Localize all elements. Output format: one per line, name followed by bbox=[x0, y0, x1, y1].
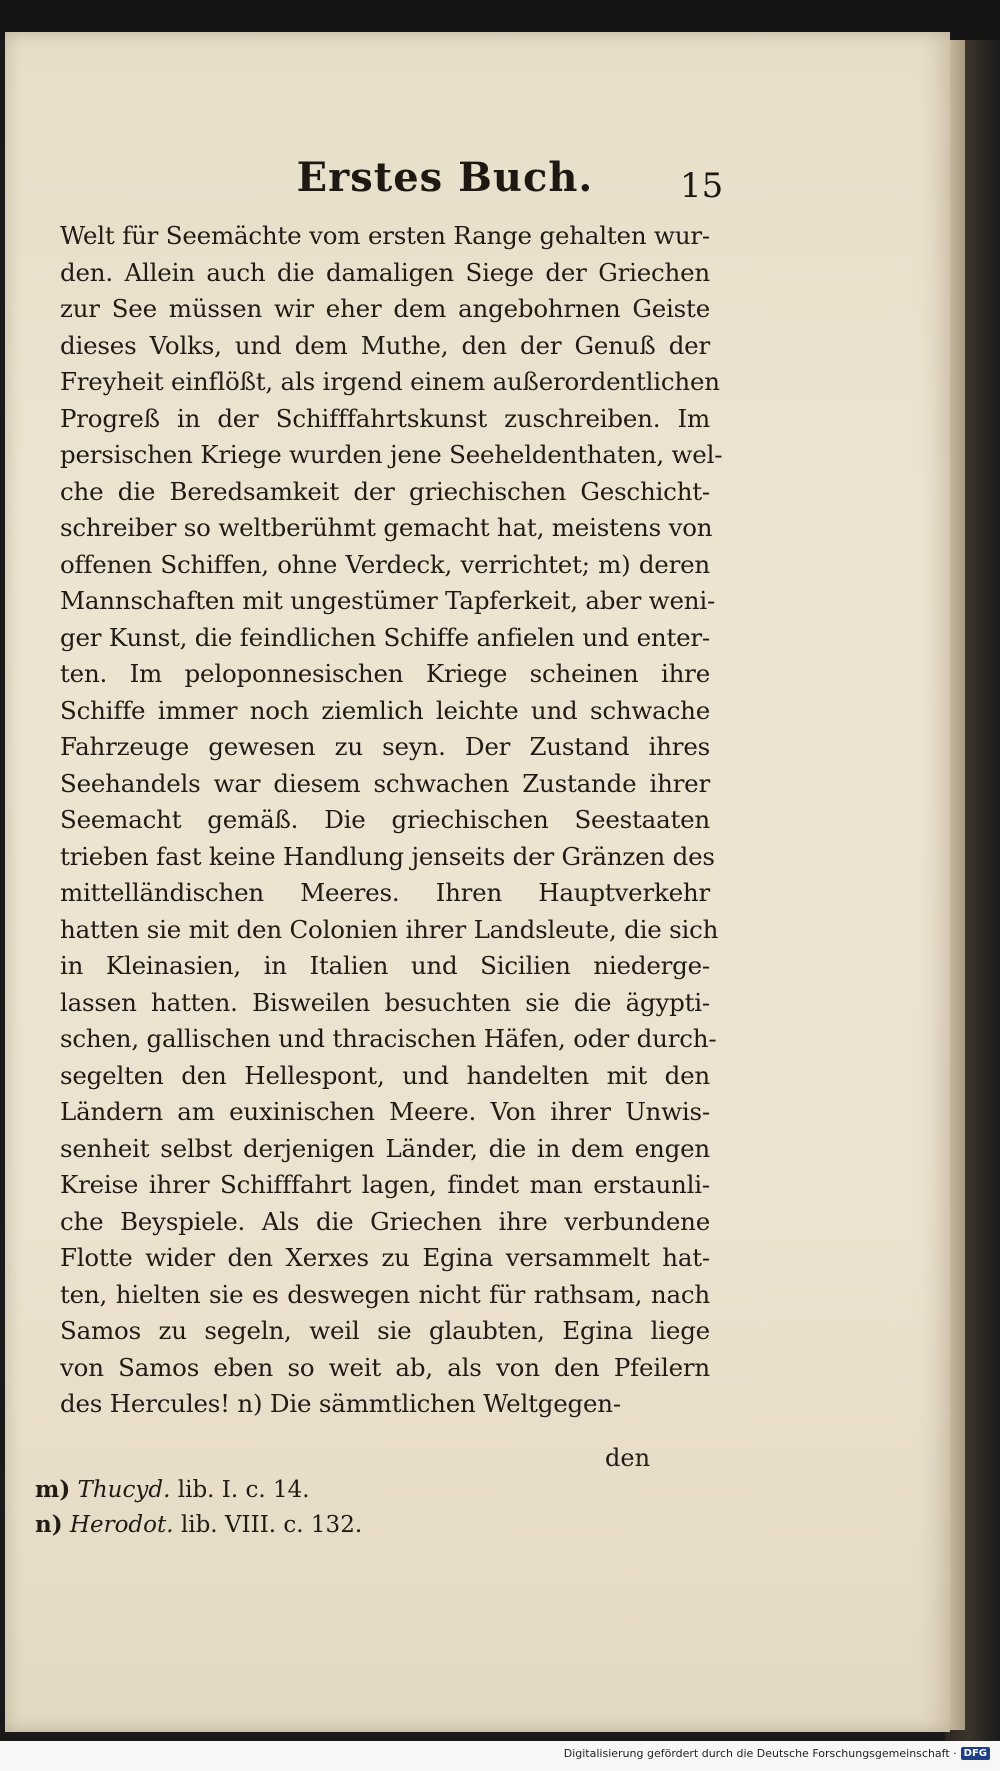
text-line: persischen Kriege wurden jene Seeheldenthaten, wel- bbox=[60, 440, 723, 469]
text-line: che Beyspiele. Als die Griechen ihre verbundene bbox=[60, 1206, 710, 1236]
text-line: den. Allein auch die damaligen Siege der Griechen bbox=[60, 257, 710, 287]
text-line: senheit selbst derjenigen Länder, die in dem engen bbox=[60, 1133, 710, 1163]
text-line: Seemacht gemäß. Die griechischen Seestaaten bbox=[60, 805, 710, 834]
text-line: Kreise ihrer Schifffahrt lagen, findet man erstaunli- bbox=[60, 1170, 710, 1199]
text-line: Samos zu segeln, weil sie glaubten, Egina liege bbox=[60, 1316, 710, 1345]
running-head: Erstes Buch. bbox=[296, 154, 594, 201]
text-line: segelten den Hellespont, und handelten mit den bbox=[60, 1060, 710, 1090]
footnote-reference: lib. VIII. c. 132. bbox=[180, 1512, 363, 1538]
footnote-reference: lib. I. c. 14. bbox=[177, 1477, 310, 1503]
text-line: Fahrzeuge gewesen zu seyn. Der Zustand ihres bbox=[60, 732, 710, 761]
text-line: Progreß in der Schifffahrtskunst zuschreiben. Im bbox=[60, 403, 710, 433]
body-text bbox=[60, 218, 723, 1423]
page-number: 15 bbox=[680, 166, 724, 206]
catchword: den bbox=[605, 1444, 651, 1472]
text-line: Seehandels war diesem schwachen Zustande ihrer bbox=[60, 768, 710, 798]
text-line: Freyheit einflößt, als irgend einem außerordentlichen bbox=[60, 367, 720, 396]
text-line: Mannschaften mit ungestümer Tapferkeit, aber weni- bbox=[60, 586, 716, 615]
text-line: in Kleinasien, in Italien und Sicilien niederge- bbox=[60, 951, 710, 980]
text-line: schen, gallischen und thracischen Häfen, oder durch- bbox=[60, 1024, 717, 1053]
footnote bbox=[35, 1507, 635, 1542]
text-line: mittelländischen Meeres. Ihren Hauptverkehr bbox=[60, 878, 710, 907]
text-line: Ländern am euxinischen Meere. Von ihrer Unwis- bbox=[60, 1097, 710, 1126]
footnote-author: Thucyd. bbox=[77, 1477, 171, 1503]
page-header bbox=[165, 154, 725, 201]
text-line: Welt für Seemächte vom ersten Range gehalten wur- bbox=[60, 221, 710, 250]
text-line: Flotte wider den Xerxes zu Egina versammelt hat- bbox=[60, 1243, 710, 1272]
text-line: offenen Schiffen, ohne Verdeck, verrichtet; m) deren bbox=[60, 549, 710, 579]
credit-text: Digitalisierung gefördert durch die Deutsche Forschungsgemeinschaft · bbox=[563, 1747, 957, 1760]
footnotes bbox=[35, 1472, 635, 1542]
book-page bbox=[5, 32, 950, 1732]
text-line: dieses Volks, und dem Muthe, den der Genuß der bbox=[60, 330, 710, 360]
text-line: schreiber so weltberühmt gemacht hat, meistens von bbox=[60, 513, 713, 542]
text-line: zur See müssen wir eher dem angebohrnen Geiste bbox=[60, 294, 710, 323]
footnote-author: Herodot. bbox=[69, 1512, 174, 1538]
digitization-credit bbox=[564, 1747, 990, 1760]
footnote-mark: n) bbox=[35, 1511, 63, 1538]
text-line: lassen hatten. Bisweilen besuchten sie die ägypti- bbox=[60, 987, 710, 1017]
text-line: des Hercules! n) Die sämmtlichen Weltgegen- bbox=[60, 1389, 621, 1418]
text-line: von Samos eben so weit ab, als von den Pfeilern bbox=[60, 1352, 710, 1382]
dfg-logo: DFG bbox=[961, 1747, 990, 1760]
text-line: hatten sie mit den Colonien ihrer Landsleute, die sich bbox=[60, 914, 719, 944]
text-line: ten. Im peloponnesischen Kriege scheinen ihre bbox=[60, 659, 710, 688]
text-line: ger Kunst, die feindlichen Schiffe anfielen und enter- bbox=[60, 622, 710, 652]
text-line: ten, hielten sie es deswegen nicht für rathsam, nach bbox=[60, 1279, 710, 1309]
footnote bbox=[35, 1472, 635, 1507]
text-line: Schiffe immer noch ziemlich leichte und schwache bbox=[60, 695, 710, 725]
text-line: trieben fast keine Handlung jenseits der Gränzen des bbox=[60, 841, 715, 871]
footnote-mark: m) bbox=[35, 1476, 71, 1503]
text-line: che die Beredsamkeit der griechischen Geschicht- bbox=[60, 476, 710, 506]
